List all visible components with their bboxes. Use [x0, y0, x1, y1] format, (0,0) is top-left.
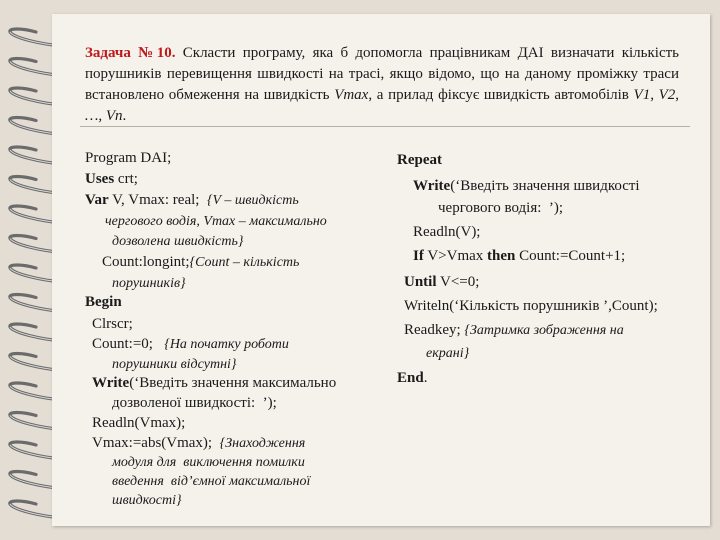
code-text: Vmax:=abs(Vmax); — [92, 435, 220, 451]
task-text: Скласти програму, яка б допомогла працівникам ДАІ визначати кількість порушників перевищення швидкості на трасі, якщо відомо, що на даному проміжку траси встановлено обмеження на швидкість — [85, 45, 680, 103]
keyword: then — [487, 248, 516, 264]
code-line: Writeln(‘Кількість порушників ’,Count); — [404, 298, 658, 314]
code-text: crt; — [114, 171, 138, 187]
keyword: End — [397, 370, 424, 386]
code-text: Count:=0; — [92, 336, 165, 352]
code-line — [85, 148, 171, 169]
code-text: Count:longint; — [102, 254, 190, 270]
task-vars: V1, V2, …, Vn — [85, 87, 680, 124]
code-text: V, Vmax: real; — [108, 192, 207, 208]
task-title: Задача №10. — [85, 45, 176, 61]
task-statement — [85, 43, 679, 127]
code-line — [85, 169, 138, 190]
code-text: (‘Введіть значення швидкості — [450, 178, 640, 194]
keyword: If — [413, 248, 424, 264]
keyword: Begin — [85, 294, 122, 310]
code-text: V>Vmax — [423, 248, 488, 264]
code-line — [85, 190, 299, 211]
task-vmax: Vmax — [334, 87, 369, 103]
code-line — [404, 320, 624, 341]
code-line — [92, 334, 289, 355]
code-line: чергового водія: ’); — [438, 200, 564, 216]
code-line — [397, 150, 442, 171]
code-line: Clrscr; — [92, 316, 133, 332]
code-text: Readkey; — [404, 322, 465, 338]
task-end: . — [122, 108, 127, 124]
code-comment: {На початку роботи — [164, 337, 289, 352]
code-line — [92, 433, 305, 454]
code-line — [102, 252, 299, 273]
code-line — [413, 176, 640, 197]
code-comment: {Count – кількість — [189, 255, 300, 270]
keyword: Write — [413, 178, 451, 194]
code-line — [413, 246, 625, 267]
code-comment: {Затримка зображення на — [464, 323, 624, 338]
code-line — [404, 272, 479, 293]
code-text: (‘Введіть значення максимально — [129, 375, 337, 391]
code-comment: {V – швидкість — [206, 193, 299, 208]
code-line: Readln(Vmax); — [92, 415, 186, 431]
code-comment: введення від’ємної максимальної — [112, 474, 311, 489]
code-text: V<=0; — [436, 274, 480, 290]
code-comment: {Знаходження — [219, 436, 306, 451]
code-comment: чергового водія, Vmax – максимально — [105, 214, 327, 229]
code-comment: дозволена швидкість} — [112, 234, 244, 249]
divider — [80, 126, 690, 127]
keyword: Var — [85, 192, 109, 208]
task-text-2: , а прилад фіксує швидкість автомобілів — [368, 87, 634, 103]
keyword: Repeat — [397, 152, 442, 168]
code-comment: модуля для виключення помилки — [112, 455, 305, 470]
keyword: Uses — [85, 171, 115, 187]
code-comment: порушники відсутні} — [112, 357, 237, 372]
keyword: Write — [92, 375, 130, 391]
code-comment: швидкості} — [112, 493, 182, 508]
code-comment: екрані} — [426, 346, 470, 361]
code-comment: порушників} — [112, 276, 186, 291]
program-header: Program DAI; — [85, 150, 172, 166]
code-line — [397, 368, 427, 389]
code-line — [92, 373, 336, 394]
code-text: . — [423, 370, 428, 386]
code-line — [85, 292, 122, 313]
code-line: Readln(V); — [413, 224, 481, 240]
code-line: дозволеної швидкості: ’); — [112, 395, 277, 411]
code-text: Count:=Count+1; — [515, 248, 626, 264]
keyword: Until — [404, 274, 437, 290]
